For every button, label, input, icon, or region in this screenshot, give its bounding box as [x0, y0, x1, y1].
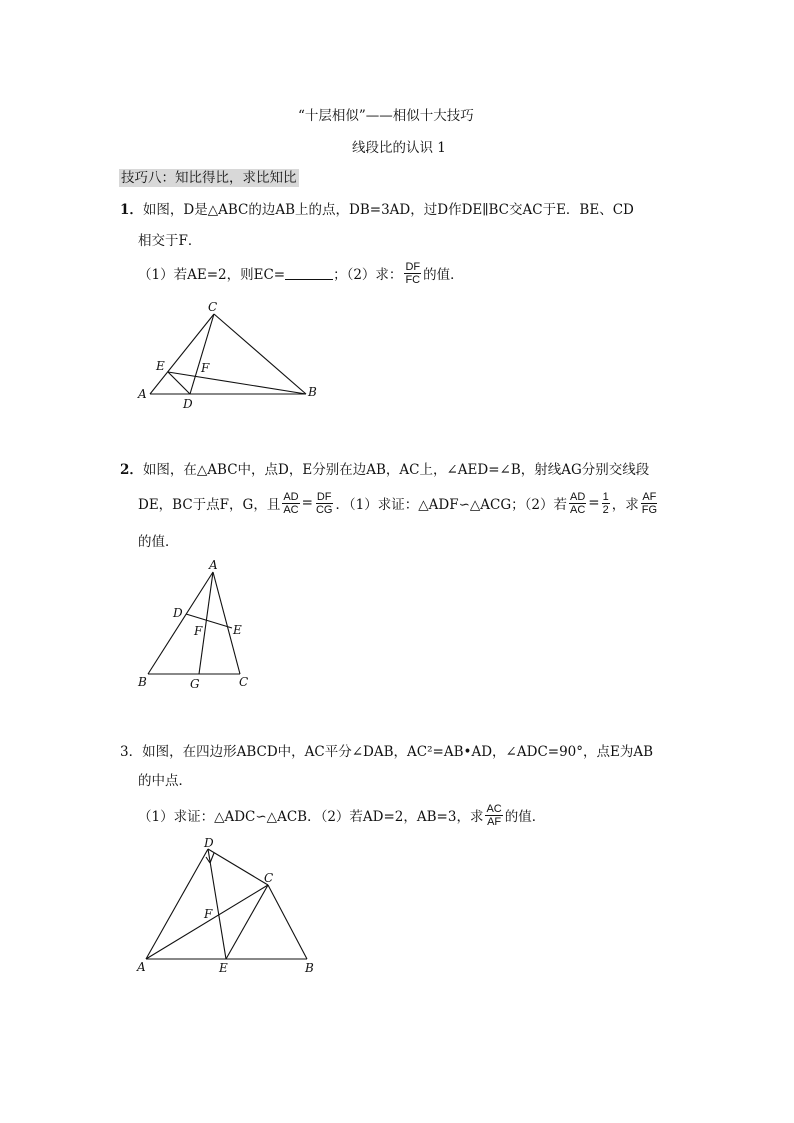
fraction-df-fc: $\frac{DF}{FC}$: [405, 260, 421, 286]
label-b: B: [308, 385, 317, 399]
problem-1-question: （1）若AE=2，则EC= ；（2）求： $\frac{DF}{FC}$ 的值．: [138, 260, 464, 286]
page-title: “十层相似”——相似十大技巧: [298, 108, 474, 124]
label-a: A: [138, 387, 147, 401]
label-f: F: [194, 624, 203, 638]
right-angle-mark-2: [210, 853, 214, 863]
section-tag: 技巧八：知比得比，求比知比: [121, 170, 297, 186]
page-subtitle: 线段比的认识 1: [352, 140, 446, 156]
problem-2-line2: DE，BC于点F，G，且 $\frac{AD}{AC}$ = $\frac{DF}{CG}$ ．（1）求证：△ADF∽△ACG；（2）若 $\frac{AD}{AC}$ = $\frac{1}{2}$ ，求 $\frac{AF}{FG}$: [138, 490, 657, 516]
segment-ad: [146, 849, 208, 959]
label-c: C: [239, 675, 249, 689]
label-a: A: [209, 558, 218, 572]
problem-3-line1: 3．如图，在四边形ABCD中，AC平分∠DAB，AC²=AB•AD，∠ADC=90°，点E为AB: [120, 744, 654, 760]
label-d: D: [204, 836, 214, 850]
label-g: G: [190, 677, 200, 691]
label-b: B: [305, 961, 314, 975]
segment-ac: [146, 885, 268, 959]
label-a: A: [137, 960, 146, 974]
label-f: F: [201, 361, 210, 375]
label-b: B: [138, 675, 147, 689]
label-e: E: [233, 623, 242, 637]
segment-cb: [268, 885, 307, 959]
segment-ec: [226, 885, 268, 959]
problem-3-question: （1）求证：△ADC∽△ACB．（2）若AD=2，AB=3，求 $\frac{AC}{AF}$ 的值．: [138, 802, 546, 828]
problem-3-line2: 的中点．: [138, 773, 192, 789]
label-c: C: [208, 300, 218, 314]
label-e: E: [219, 961, 228, 975]
label-d: D: [173, 606, 183, 620]
problem-2-line1: 2．如图，在△ABC中，点D，E分别在边AB，AC上，∠AED=∠B，射线AG分别交线段: [120, 462, 650, 478]
segment-dc: [208, 849, 268, 885]
problem-1-line1: 1．如图，D是△ABC的边AB上的点，DB=3AD，过D作DE∥BC交AC于E．BE、CD: [120, 202, 634, 218]
label-e: E: [156, 359, 165, 373]
label-c: C: [264, 871, 274, 885]
label-f: F: [204, 907, 213, 921]
problem-1-line2: 相交于F．: [138, 233, 202, 249]
fraction-ac-af: $\frac{AC}{AF}$: [486, 802, 502, 828]
problem-2-line3: 的值．: [138, 534, 179, 550]
segment-de: [208, 849, 226, 959]
label-d: D: [183, 397, 193, 411]
